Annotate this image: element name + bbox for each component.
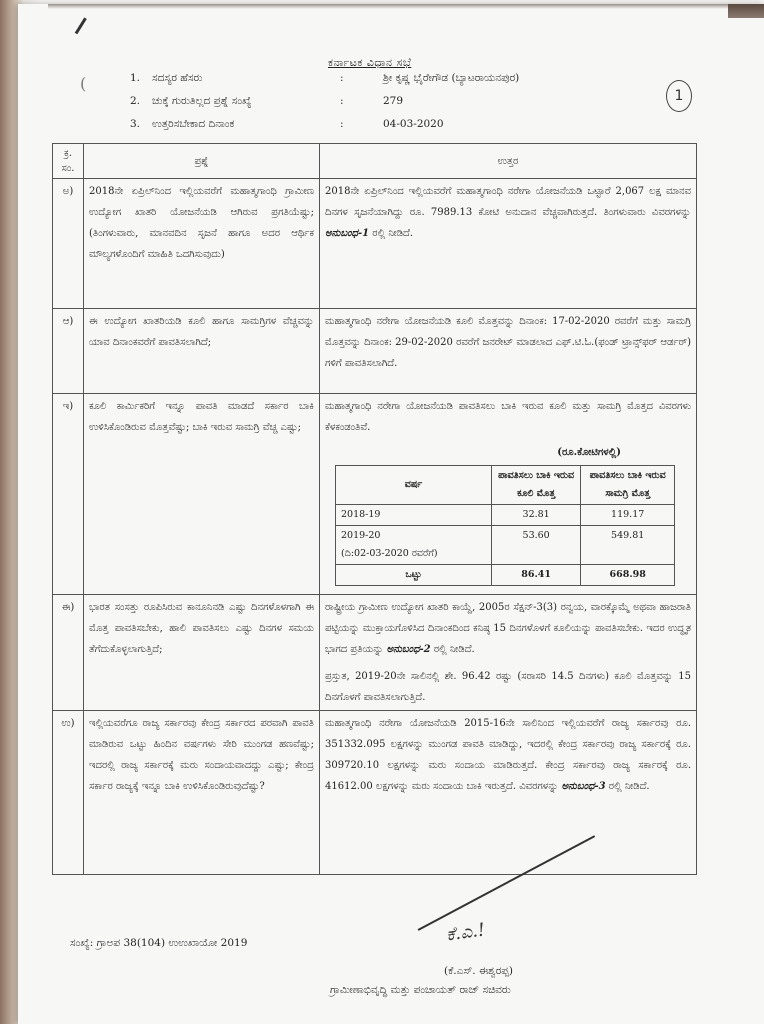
sub-cell-year xyxy=(336,505,492,526)
header-answer: ಉತ್ತರ xyxy=(320,144,697,179)
meta-number: 3. xyxy=(130,118,141,130)
row-question: ಇಲ್ಲಿಯವರೆಗೂ ರಾಜ್ಯ ಸರ್ಕಾರವು ಕೇಂದ್ರ ಸರ್ಕಾರದ ಪರವಾಗಿ ಪಾವತಿ ಮಾಡಿರುವ ಒಟ್ಟು ಹಿಂದಿನ ವರ್ಷಗಳು ಸೇರಿ ಮುಂಗಡ ಹಣವೆಷ್ಟು; ಇದರಲ್ಲಿ ರಾಜ್ಯ ಸರ್ಕಾರಕ್ಕೆ ಮರು ಸಂದಾಯವಾದದ್ದು ಎಷ್ಟು; ಕೇಂದ್ರ ಸರ್ಕಾರ ರಾಜ್ಯಕ್ಕೆ ಇನ್ನೂ ಬಾಕಿ ಉಳಿಸಿಕೊಂಡಿರುವುದೆಷ್ಟು? xyxy=(84,711,320,875)
table-row xyxy=(53,179,697,309)
row-serial: ಅ) xyxy=(53,179,84,309)
row-serial: ಉ) xyxy=(53,711,84,875)
page-corner-shadow xyxy=(728,4,764,18)
sub-header-material: ಪಾವತಿಸಲು ಬಾಕಿ ಇರುವ ಸಾಮಗ್ರಿ ಮೊತ್ತ xyxy=(581,466,675,505)
row-question: ಭಾರತ ಸಂಸತ್ತು ರೂಪಿಸಿರುವ ಕಾನೂನಿನಡಿ ಎಷ್ಟು ದಿನಗಳೊಳಗಾಗಿ ಈ ಮೊತ್ತ ಪಾವತಿಸಬೇಕು, ಹಾಲಿ ಪಾವತಿಸಲು ಎಷ್ಟು ದಿನಗಳ ಸಮಯ ತೆಗೆದುಕೊಳ್ಳಲಾಗುತ್ತಿದೆ; xyxy=(84,595,320,711)
meta-label: ಚುಕ್ಕೆ ಗುರುತಿಲ್ಲದ ಪ್ರಶ್ನೆ ಸಂಖ್ಯೆ xyxy=(152,95,252,107)
answer-text-end: ರಲ್ಲಿ ನೀಡಿದೆ. xyxy=(430,644,475,655)
answer-text: ರಾಷ್ಟ್ರೀಯ ಗ್ರಾಮೀಣ ಉದ್ಯೋಗ ಖಾತರಿ ಕಾಯ್ದೆ, 2005ರ ಸೆಕ್ಷನ್-3(3) ರನ್ವಯ, ವಾರಕ್ಕೊಮ್ಮೆ ಅಥವಾ ಹಾಜರಾತಿ ಪಟ್ಟಿಯನ್ನು ಮುಕ್ತಾಯಗೊಳಿಸಿದ ದಿನಾಂಕದಿಂದ ಕನಿಷ್ಠ 15 ದಿನಗಳೊಳಗೆ ಕೂಲಿಯನ್ನು ಪಾವತಿಸಬೇಕು. ಇದರ ಉದ್ಧೃತ ಭಾಗದ ಪ್ರತಿಯನ್ನು xyxy=(325,602,691,655)
answer-text-end: ರಲ್ಲಿ ನೀಡಿದೆ. xyxy=(605,781,650,792)
answer-paragraph-1 xyxy=(325,597,691,660)
row-question: 2018ನೇ ಏಪ್ರಿಲ್‌ನಿಂದ ಇಲ್ಲಿಯವರೆಗೆ ಮಹಾತ್ಮಗಾಂಧಿ ಗ್ರಾಮೀಣ ಉದ್ಯೋಗ ಖಾತರಿ ಯೋಜನೆಯಡಿ ಆಗಿರುವ ಪ್ರಗತಿಯೆಷ್ಟು; (ತಿಂಗಳುವಾರು, ಮಾನವದಿನ ಸೃಜನೆ ಹಾಗೂ ಅದರ ಆರ್ಥಿಕ ಮೌಲ್ಯಗಳೊಂದಿಗೆ ಮಾಹಿತಿ ಒದಗಿಸುವುದು) xyxy=(84,179,320,309)
page-number-circle: 1 xyxy=(666,80,692,112)
row-serial: ಇ) xyxy=(53,394,84,595)
sub-cell-wage: 53.60 xyxy=(491,526,580,565)
year-note: (ದಿ:02-03-2020 ರವರೆಗೆ) xyxy=(341,548,438,559)
annexure-reference: ಅನುಬಂಧ-2 xyxy=(386,644,431,655)
row-serial: ಈ) xyxy=(53,595,84,711)
sub-table-row xyxy=(336,505,675,526)
unit-caption: (ರೂ.ಕೋಟಿಗಳಲ್ಲಿ) xyxy=(557,447,621,458)
meta-value: 04-03-2020 xyxy=(383,118,444,130)
sub-table-total-row xyxy=(336,565,675,586)
row-question: ಕೂಲಿ ಕಾರ್ಮಿಕರಿಗೆ ಇನ್ನೂ ಪಾವತಿ ಮಾಡದೆ ಸರ್ಕಾರ ಬಾಕಿ ಉಳಿಸಿಕೊಂಡಿರುವ ಮೊತ್ತವೆಷ್ಟು; ಬಾಕಿ ಇರುವ ಸಾಮಗ್ರಿ ವೆಚ್ಚ ಎಷ್ಟು; xyxy=(84,394,320,595)
sub-header-wage: ಪಾವತಿಸಲು ಬಾಕಿ ಇರುವ ಕೂಲಿ ಮೊತ್ತ xyxy=(491,466,580,505)
row-question: ಈ ಉದ್ಯೋಗ ಖಾತರಿಯಡಿ ಕೂಲಿ ಹಾಗೂ ಸಾಮಗ್ರಿಗಳ ವೆಚ್ಚವನ್ನು ಯಾವ ದಿನಾಂಕವರೆಗೆ ಪಾವತಿಸಲಾಗಿದೆ; xyxy=(84,309,320,394)
table-row xyxy=(53,711,697,875)
row-answer xyxy=(320,595,697,711)
sub-cell-year xyxy=(336,526,492,565)
meta-colon: : xyxy=(340,72,344,84)
meta-colon: : xyxy=(340,118,344,130)
table-row xyxy=(53,309,697,394)
year-text: 2018-19 xyxy=(341,509,381,520)
pending-dues-table xyxy=(335,465,675,586)
sub-header-year: ವರ್ಷ xyxy=(336,466,492,505)
sub-table-header-row xyxy=(336,466,675,505)
meta-label: ಉತ್ತರಿಸಬೇಕಾದ ದಿನಾಂಕ xyxy=(152,118,235,130)
handwritten-slash-mark xyxy=(75,17,87,34)
sub-cell-material: 549.81 xyxy=(581,526,675,565)
meta-value: 279 xyxy=(383,95,404,107)
reference-number: ಸಂಖ್ಯೆ: ಗ್ರಾಅಪ 38(104) ಉಉಖಾಯೋ 2019 xyxy=(70,937,248,949)
document-page xyxy=(18,4,764,1024)
answer-text-end: ರಲ್ಲಿ ನೀಡಿದೆ. xyxy=(369,228,414,239)
row-answer xyxy=(320,179,697,309)
meta-label: ಸದಸ್ಯರ ಹೆಸರು xyxy=(152,72,203,84)
header-question: ಪ್ರಶ್ನೆ xyxy=(84,144,320,179)
answer-text: ಮಹಾತ್ಮಗಾಂಧಿ ನರೇಗಾ ಯೋಜನೆಯಡಿ 2015-16ನೇ ಸಾಲಿನಿಂದ ಇಲ್ಲಿಯವರೆಗೆ ರಾಜ್ಯ ಸರ್ಕಾರವು ರೂ. 351332.095 ಲಕ್ಷಗಳನ್ನು ಮುಂಗಡ ಪಾವತಿ ಮಾಡಿದ್ದು, ಇದರಲ್ಲಿ ಕೇಂದ್ರ ಸರ್ಕಾರವು ರಾಜ್ಯ ಸರ್ಕಾರಕ್ಕೆ ರೂ. 309720.10 ಲಕ್ಷಗಳನ್ನು ಮರು ಸಂದಾಯ ಮಾಡಿರುತ್ತದೆ. ಕೇಂದ್ರ ಸರ್ಕಾರವು ರಾಜ್ಯ ಸರ್ಕಾರಕ್ಕೆ ರೂ. 41612.00 ಲಕ್ಷಗಳನ್ನು ಮರು ಸಂದಾಯ ಬಾಕಿ ಇರುತ್ತದೆ. ವಿವರಗಳನ್ನು xyxy=(325,718,691,792)
sub-cell-wage: 32.81 xyxy=(491,505,580,526)
year-text: 2019-20 xyxy=(341,530,381,541)
signatory-name: (ಕೆ.ಎಸ್. ಈಶ್ವರಪ್ಪ) xyxy=(444,965,513,977)
header-serial-no: ಕ್ರ. ಸಂ. xyxy=(53,144,84,179)
sub-table-row xyxy=(336,526,675,565)
document-title: ಕರ್ನಾಟಕ ವಿಧಾನ ಸಭೆ xyxy=(328,56,412,69)
row-answer: ಮಹಾತ್ಮಗಾಂಧಿ ನರೇಗಾ ಯೋಜನೆಯಡಿ ಕೂಲಿ ಮೊತ್ತವನ್ನು ದಿನಾಂಕ: 17-02-2020 ರವರೆಗೆ ಮತ್ತು ಸಾಮಗ್ರಿ ಮೊತ್ತವನ್ನು ದಿನಾಂಕ: 29-02-2020 ರವರೆಗೆ ಜನರೇಟ್ ಮಾಡಲಾದ ಎಫ್.ಟಿ.ಓ.(ಫಂಡ್ ಟ್ರಾನ್ಸ್‌ಫರ್ ಆರ್ಡರ್) ಗಳಿಗೆ ಪಾವತಿಸಲಾಗಿದೆ. xyxy=(320,309,697,394)
table-row xyxy=(53,595,697,711)
question-answer-table xyxy=(52,143,697,875)
row-answer xyxy=(320,711,697,875)
sub-cell-total-material: 668.98 xyxy=(581,565,675,586)
meta-colon: : xyxy=(340,95,344,107)
answer-text: 2018ನೇ ಏಪ್ರಿಲ್‌ನಿಂದ ಇಲ್ಲಿಯವರೆಗೆ ಮಹಾತ್ಮಗಾಂಧಿ ನರೇಗಾ ಯೋಜನೆಯಡಿ ಒಟ್ಟಾರೆ 2,067 ಲಕ್ಷ ಮಾನವ ದಿನಗಳ ಸೃಜನೆಯಾಗಿದ್ದು ರೂ. 7989.13 ಕೋಟಿ ಅನುದಾನ ವೆಚ್ಚವಾಗಿರುತ್ತದೆ. ತಿಂಗಳುವಾರು ವಿವರಗಳನ್ನು xyxy=(325,186,691,218)
table-row xyxy=(53,394,697,595)
signature: ಕೆ.ಎ.! xyxy=(444,919,487,946)
signatory-designation: ಗ್ರಾಮೀಣಾಭಿವೃದ್ಧಿ ಮತ್ತು ಪಂಚಾಯತ್ ರಾಜ್ ಸಚಿವರು xyxy=(330,984,511,996)
annexure-reference: ಅನುಬಂಧ-3 xyxy=(561,781,606,792)
row-answer xyxy=(320,394,697,595)
meta-value: ಶ್ರೀ ಕೃಷ್ಣ ಭೈರೇಗೌಡ (ಬ್ಯಾಟರಾಯನಪುರ) xyxy=(383,72,520,84)
row-serial: ಆ) xyxy=(53,309,84,394)
meta-number: 1. xyxy=(130,72,141,84)
answer-paragraph-2: ಪ್ರಸ್ತುತ, 2019-20ನೇ ಸಾಲಿನಲ್ಲಿ ಶೇ. 96.42 ರಷ್ಟು (ಸರಾಸರಿ 14.5 ದಿನಗಳು) ಕೂಲಿ ಮೊತ್ತವನ್ನು 15 ದಿನಗೊಳಗೆ ಪಾವತಿಸಲಾಗುತ್ತಿದೆ. xyxy=(325,671,691,703)
annexure-reference: ಅನುಬಂಧ-1 xyxy=(325,228,370,239)
answer-text: ಮಹಾತ್ಮಗಾಂಧಿ ನರೇಗಾ ಯೋಜನೆಯಡಿ ಪಾವತಿಸಲು ಬಾಕಿ ಇರುವ ಕೂಲಿ ಮತ್ತು ಸಾಮಗ್ರಿ ಮೊತ್ತದ ವಿವರಗಳು ಕೆಳಕಂಡಂತಿವೆ. xyxy=(325,401,691,433)
handwritten-paren-mark: ( xyxy=(80,74,87,93)
sub-cell-total-wage: 86.41 xyxy=(491,565,580,586)
sub-cell-total-label: ಒಟ್ಟು xyxy=(336,565,492,586)
page-edge-shadow xyxy=(48,4,748,9)
meta-number: 2. xyxy=(130,95,141,107)
sub-cell-material: 119.17 xyxy=(581,505,675,526)
table-header-row xyxy=(53,144,697,179)
